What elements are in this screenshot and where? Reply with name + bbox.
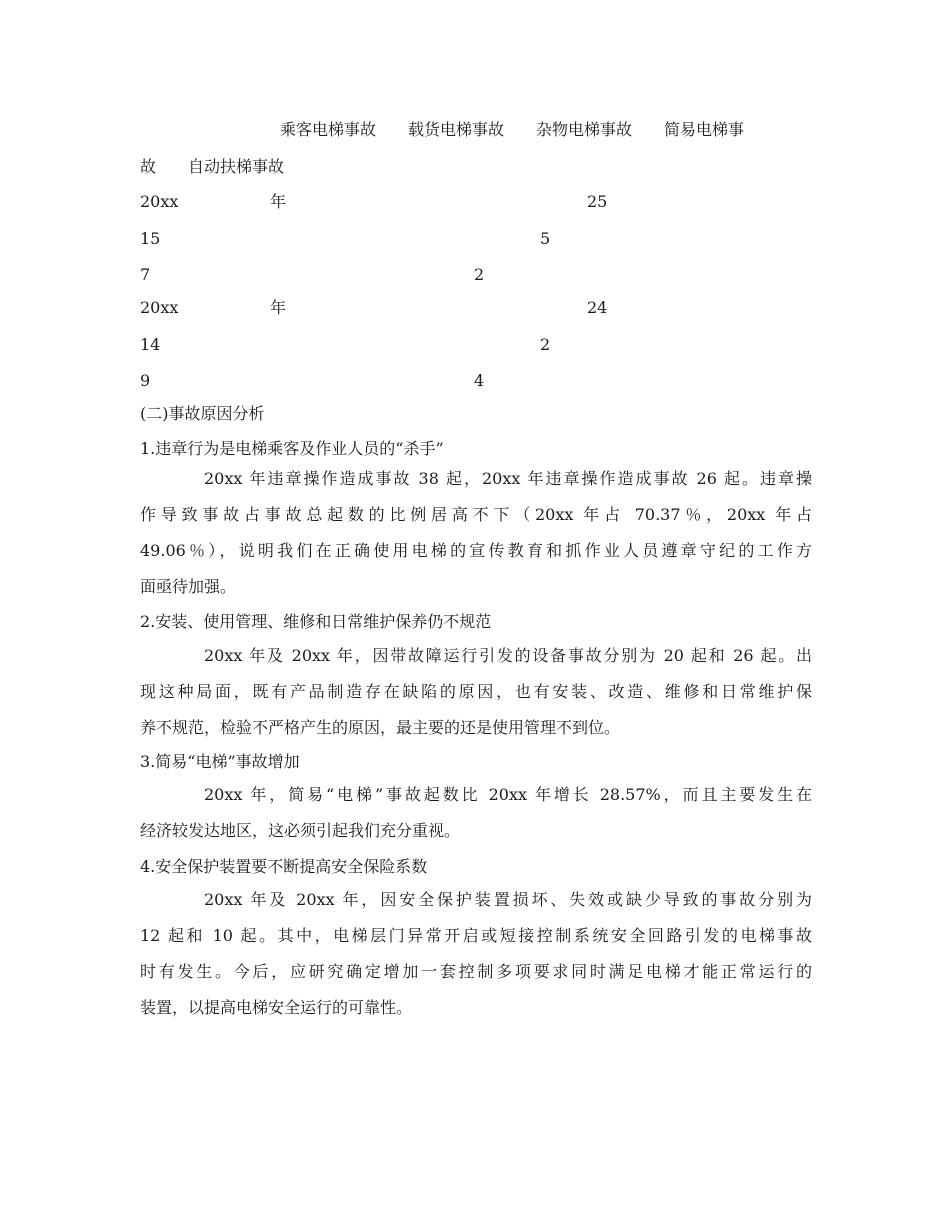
section-title: (二)事故原因分析 [140,404,265,423]
item-paragraph [140,461,812,605]
item-heading: 2.安装、使用管理、维修和日常维护保养仍不规范 [140,612,492,631]
table-cell: 年 [270,192,287,211]
paragraph-line: 12 起和 10 起。其中，电梯层门异常开启或短接控制系统安全回路引发的电梯事故 [140,926,812,945]
table-cell: 15 [140,229,161,248]
table-cell: 20xx [140,298,179,317]
paragraph-line: 现这种局面，既有产品制造存在缺陷的原因，也有安装、改造、维修和日常维护保 [140,682,812,701]
item-heading: 1.违章行为是电梯乘客及作业人员的“杀手” [140,439,444,458]
table-cell: 4 [474,371,485,390]
item-heading: 4.安全保护装置要不断提高安全保险系数 [140,857,428,876]
item-paragraph [140,638,812,746]
table-header-line-1: 乘客电梯事故 载货电梯事故 杂物电梯事故 简易电梯事 [280,120,745,139]
table-cell: 2 [540,335,551,354]
paragraph-line: 装置，以提高电梯安全运行的可靠性。 [140,998,413,1017]
paragraph-line: 49.06％），说明我们在正确使用电梯的宣传教育和抓作业人员遵章守纪的工作方 [140,541,812,560]
table-cell: 24 [587,298,608,317]
paragraph-line: 面亟待加强。 [140,577,237,596]
table-cell: 20xx [140,192,179,211]
table-cell: 7 [140,265,151,284]
table-cell: 2 [474,265,485,284]
paragraph-line: 作导致事故占事故总起数的比例居高不下（20xx 年占 70.37％，20xx 年占 [140,505,812,524]
table-header-line-2: 故 自动扶梯事故 [140,157,285,176]
item-paragraph [140,882,812,1026]
paragraph-line: 时有发生。今后，应研究确定增加一套控制多项要求同时满足电梯才能正常运行的 [140,962,812,981]
table-cell: 25 [587,192,608,211]
paragraph-line: 经济较发达地区，这必须引起我们充分重视。 [140,821,461,840]
table-cell: 14 [140,335,161,354]
table-cell: 5 [540,229,551,248]
table-cell: 9 [140,371,151,390]
paragraph-line: 20xx 年及 20xx 年，因安全保护装置损坏、失效或缺少导致的事故分别为 [204,890,812,909]
paragraph-line: 20xx 年，简易“电梯”事故起数比 20xx 年增长 28.57%，而且主要发生在 [204,785,812,804]
table-cell: 年 [270,298,287,317]
paragraph-line: 养不规范，检验不严格产生的原因，最主要的还是使用管理不到位。 [140,718,621,737]
item-paragraph [140,777,812,849]
paragraph-line: 20xx 年违章操作造成事故 38 起，20xx 年违章操作造成事故 26 起。违章操 [204,469,812,488]
paragraph-line: 20xx 年及 20xx 年，因带故障运行引发的设备事故分别为 20 起和 26 起。出 [204,646,812,665]
item-heading: 3.简易“电梯”事故增加 [140,752,300,771]
